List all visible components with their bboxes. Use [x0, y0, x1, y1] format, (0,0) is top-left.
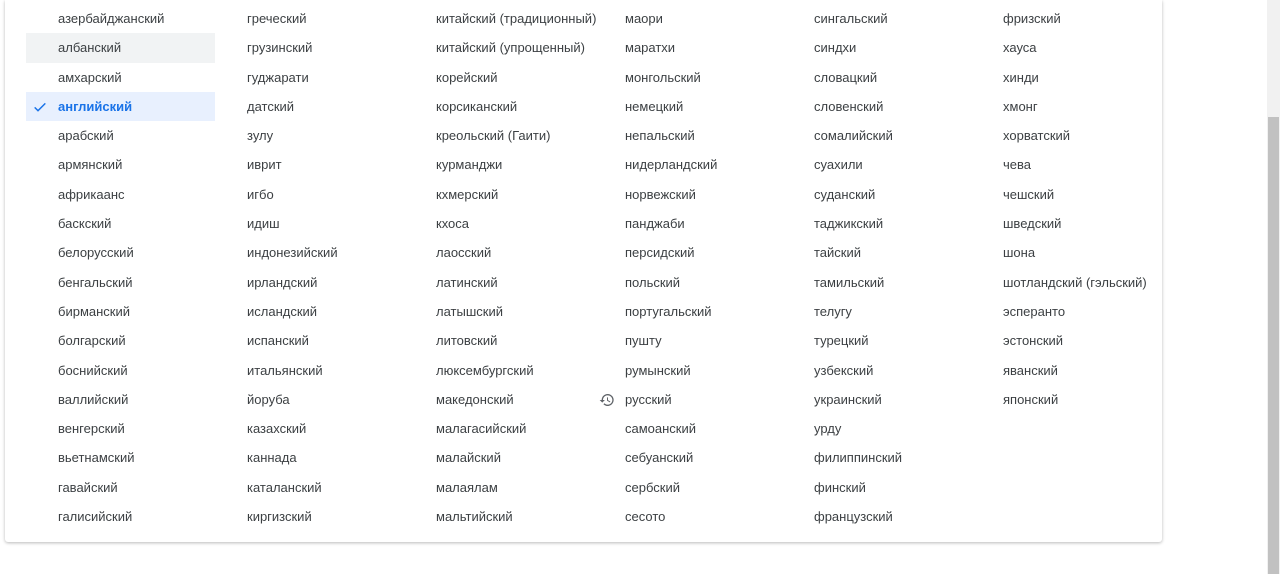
language-option-label: идиш [247, 216, 280, 232]
language-option-label: кхоса [436, 216, 470, 232]
language-option[interactable] [215, 150, 404, 179]
language-option[interactable] [215, 385, 404, 414]
language-option-label: курманджи [436, 157, 503, 173]
language-option-label: урду [814, 421, 842, 437]
language-option-label: креольский (Гаити) [436, 128, 551, 144]
language-option[interactable] [782, 4, 971, 33]
language-option-label: норвежский [625, 186, 696, 202]
language-option-label: тайский [814, 245, 862, 261]
language-option[interactable] [215, 473, 404, 502]
language-option[interactable] [971, 4, 1191, 33]
language-option[interactable] [782, 473, 971, 502]
language-option-label: корсиканский [436, 98, 518, 114]
language-option-label: монгольский [625, 69, 701, 85]
language-option-label: эстонский [1003, 333, 1064, 349]
language-option[interactable] [782, 414, 971, 443]
language-option[interactable] [26, 268, 215, 297]
language-option-label: галисийский [58, 509, 133, 525]
language-option[interactable] [971, 297, 1191, 326]
language-option[interactable] [782, 502, 971, 531]
language-option-label: македонский [436, 391, 514, 407]
language-column [593, 4, 782, 531]
language-option-label: французский [814, 509, 893, 525]
language-option[interactable] [26, 4, 215, 33]
language-option[interactable] [593, 63, 782, 92]
language-option-label: персидский [625, 245, 695, 261]
language-option[interactable] [215, 209, 404, 238]
language-option-label: японский [1003, 391, 1059, 407]
language-option-label: баскский [58, 216, 112, 232]
language-option-label: люксембургский [436, 362, 534, 378]
language-option[interactable] [593, 4, 782, 33]
language-option-label: иврит [247, 157, 282, 173]
language-option[interactable] [593, 180, 782, 209]
language-option-label: украинский [814, 391, 882, 407]
language-option[interactable] [593, 238, 782, 267]
language-option[interactable] [26, 33, 215, 62]
language-option[interactable] [971, 180, 1191, 209]
language-option[interactable] [26, 238, 215, 267]
language-option-label: телугу [814, 303, 852, 319]
language-option-label: нидерландский [625, 157, 718, 173]
language-option[interactable] [782, 297, 971, 326]
language-option[interactable] [593, 356, 782, 385]
language-option-label: хмонг [1003, 98, 1038, 114]
language-option[interactable] [215, 238, 404, 267]
language-option[interactable] [404, 4, 597, 33]
language-option[interactable] [404, 326, 593, 355]
language-option-label: шведский [1003, 216, 1062, 232]
language-column [404, 4, 597, 531]
language-option[interactable] [215, 180, 404, 209]
language-option-label: греческий [247, 11, 307, 26]
language-option[interactable] [404, 150, 593, 179]
language-option[interactable] [782, 326, 971, 355]
language-option-label: индонезийский [247, 245, 338, 261]
language-option-label: албанский [58, 40, 122, 56]
language-option-label: польский [625, 274, 681, 290]
language-option-label: игбо [247, 186, 274, 202]
language-option[interactable] [215, 92, 404, 121]
language-option[interactable] [593, 268, 782, 297]
language-option-label: литовский [436, 333, 498, 349]
language-option-label: словенский [814, 98, 884, 114]
language-option[interactable] [782, 356, 971, 385]
language-option[interactable] [593, 209, 782, 238]
language-option-label: чешский [1003, 186, 1055, 202]
language-option[interactable] [215, 63, 404, 92]
scrollbar-thumb[interactable] [1268, 117, 1279, 574]
language-menu [5, 0, 1162, 542]
language-option-label: каталанский [247, 479, 322, 495]
language-option-label: йоруба [247, 391, 290, 407]
language-option[interactable] [26, 414, 215, 443]
language-option[interactable] [404, 473, 593, 502]
language-option-label: болгарский [58, 333, 126, 349]
language-option-label: шотландский (гэльский) [1003, 274, 1147, 290]
language-column [782, 4, 971, 531]
language-option-label: латышский [436, 303, 503, 319]
language-option-label: сингальский [814, 11, 888, 26]
language-option-label: португальский [625, 303, 712, 319]
language-option-label: себуанский [625, 450, 694, 466]
language-option[interactable] [215, 4, 404, 33]
language-option[interactable] [404, 180, 593, 209]
language-option-label: словацкий [814, 69, 878, 85]
language-option[interactable] [593, 385, 782, 414]
language-option-label: сербский [625, 479, 680, 495]
language-option-label: узбекский [814, 362, 874, 378]
language-option[interactable] [26, 473, 215, 502]
language-option-label: китайский (традиционный) [436, 11, 597, 26]
language-option-label: армянский [58, 157, 123, 173]
language-option[interactable] [404, 385, 593, 414]
language-option[interactable] [782, 33, 971, 62]
language-option[interactable] [593, 414, 782, 443]
language-option[interactable] [782, 63, 971, 92]
language-option[interactable] [593, 121, 782, 150]
language-option[interactable] [971, 92, 1191, 121]
language-option[interactable] [404, 238, 593, 267]
language-option-label: гуджарати [247, 69, 309, 85]
language-option-label: шона [1003, 245, 1036, 261]
language-column [215, 4, 404, 531]
language-option-label: латинский [436, 274, 498, 290]
language-option-label: маратхи [625, 40, 676, 56]
language-option-label: бирманский [58, 303, 130, 319]
language-option[interactable] [782, 150, 971, 179]
language-option-label: таджикский [814, 216, 884, 232]
language-option[interactable] [593, 473, 782, 502]
language-option-label: малаялам [436, 479, 498, 495]
language-option[interactable] [971, 356, 1191, 385]
language-option-label: яванский [1003, 362, 1058, 378]
language-option-label: эсперанто [1003, 303, 1066, 319]
language-option[interactable] [404, 414, 593, 443]
language-option[interactable] [215, 297, 404, 326]
language-option[interactable] [26, 150, 215, 179]
language-option[interactable] [26, 121, 215, 150]
language-option-label: маори [625, 11, 663, 26]
language-option-label: казахский [247, 421, 307, 437]
language-option[interactable] [782, 385, 971, 414]
language-option[interactable] [782, 180, 971, 209]
language-option[interactable] [26, 209, 215, 238]
language-option-label: белорусский [58, 245, 134, 261]
language-option[interactable] [782, 121, 971, 150]
language-option-label: панджаби [625, 216, 685, 232]
language-option-label: фризский [1003, 11, 1061, 26]
language-option[interactable] [593, 443, 782, 472]
language-option[interactable] [215, 268, 404, 297]
language-option-label: мальтийский [436, 509, 513, 525]
language-option-label: филиппинский [814, 450, 903, 466]
language-option[interactable] [593, 150, 782, 179]
language-option[interactable] [26, 297, 215, 326]
language-option-label: румынский [625, 362, 691, 378]
language-option-label: хауса [1003, 40, 1037, 56]
language-option-label: вьетнамский [58, 450, 135, 466]
language-option[interactable] [404, 92, 593, 121]
language-option-label: валлийский [58, 391, 129, 407]
language-option-label: киргизский [247, 509, 312, 525]
language-option-label: лаосский [436, 245, 492, 261]
language-option[interactable] [593, 92, 782, 121]
language-option-label: синдхи [814, 40, 857, 56]
language-option-label: ирландский [247, 274, 318, 290]
language-option[interactable] [26, 63, 215, 92]
language-option-label: венгерский [58, 421, 125, 437]
language-option[interactable] [215, 502, 404, 531]
language-column [26, 4, 215, 531]
language-option-label: китайский (упрощенный) [436, 40, 585, 56]
language-option[interactable] [971, 385, 1191, 414]
language-option[interactable] [782, 209, 971, 238]
language-option-label: итальянский [247, 362, 323, 378]
language-option[interactable] [215, 356, 404, 385]
language-option-label: датский [247, 98, 295, 114]
language-option[interactable] [215, 326, 404, 355]
language-option-label: каннада [247, 450, 297, 466]
language-option[interactable] [404, 297, 593, 326]
language-option[interactable] [404, 121, 593, 150]
language-option-label: тамильский [814, 274, 885, 290]
language-option-label: малайский [436, 450, 501, 466]
language-option[interactable] [26, 180, 215, 209]
language-option-label: финский [814, 479, 866, 495]
language-option-label: исландский [247, 303, 318, 319]
language-option-label: немецкий [625, 98, 684, 114]
language-option[interactable] [971, 326, 1191, 355]
language-option-label: пушту [625, 333, 662, 349]
language-option[interactable] [404, 443, 593, 472]
language-option[interactable] [593, 326, 782, 355]
check-icon [32, 99, 48, 115]
language-option-label: малагасийский [436, 421, 527, 437]
language-option[interactable] [215, 33, 404, 62]
language-option[interactable] [404, 33, 593, 62]
language-option[interactable] [26, 502, 215, 531]
language-option-label: сесото [625, 509, 666, 525]
language-option-label: хорватский [1003, 128, 1071, 144]
language-option[interactable] [782, 443, 971, 472]
language-option-label: кхмерский [436, 186, 499, 202]
language-option[interactable] [26, 326, 215, 355]
language-option[interactable] [971, 33, 1191, 62]
language-option[interactable] [26, 443, 215, 472]
language-option-label: хинди [1003, 69, 1039, 85]
language-option-label: английский [58, 98, 133, 114]
history-icon [599, 392, 615, 408]
language-option[interactable] [971, 63, 1191, 92]
language-option-label: зулу [247, 128, 274, 144]
language-option[interactable] [26, 385, 215, 414]
language-option-label: бенгальский [58, 274, 133, 290]
language-option[interactable] [404, 502, 593, 531]
language-option-label: азербайджанский [58, 11, 165, 26]
language-option[interactable] [782, 92, 971, 121]
language-column [971, 4, 1191, 414]
language-option-label: суахили [814, 157, 863, 173]
language-option-label: непальский [625, 128, 695, 144]
language-option-label: африкаанс [58, 186, 125, 202]
language-option-label: грузинский [247, 40, 313, 56]
language-option-label: корейский [436, 69, 498, 85]
language-option[interactable] [26, 92, 215, 121]
language-option-label: сомалийский [814, 128, 893, 144]
language-option[interactable] [404, 209, 593, 238]
language-option[interactable] [593, 502, 782, 531]
language-option[interactable] [593, 297, 782, 326]
language-option-label: амхарский [58, 69, 122, 85]
language-option-label: боснийский [58, 362, 128, 378]
language-option[interactable] [404, 268, 593, 297]
language-option[interactable] [971, 268, 1191, 297]
language-option[interactable] [215, 121, 404, 150]
language-option[interactable] [971, 150, 1191, 179]
language-option[interactable] [971, 238, 1191, 267]
language-option[interactable] [26, 356, 215, 385]
language-option-label: самоанский [625, 421, 697, 437]
language-option-label: арабский [58, 128, 114, 144]
language-option[interactable] [782, 238, 971, 267]
language-option[interactable] [782, 268, 971, 297]
language-option[interactable] [404, 63, 593, 92]
language-option-label: турецкий [814, 333, 869, 349]
language-option[interactable] [971, 121, 1191, 150]
language-option-label: гавайский [58, 479, 118, 495]
language-option-label: испанский [247, 333, 309, 349]
language-option-label: суданский [814, 186, 876, 202]
language-option[interactable] [215, 443, 404, 472]
language-option[interactable] [593, 33, 782, 62]
language-option-label: чева [1003, 157, 1031, 173]
language-option[interactable] [404, 356, 593, 385]
language-option-label: русский [625, 391, 672, 407]
language-option[interactable] [971, 209, 1191, 238]
language-option[interactable] [215, 414, 404, 443]
